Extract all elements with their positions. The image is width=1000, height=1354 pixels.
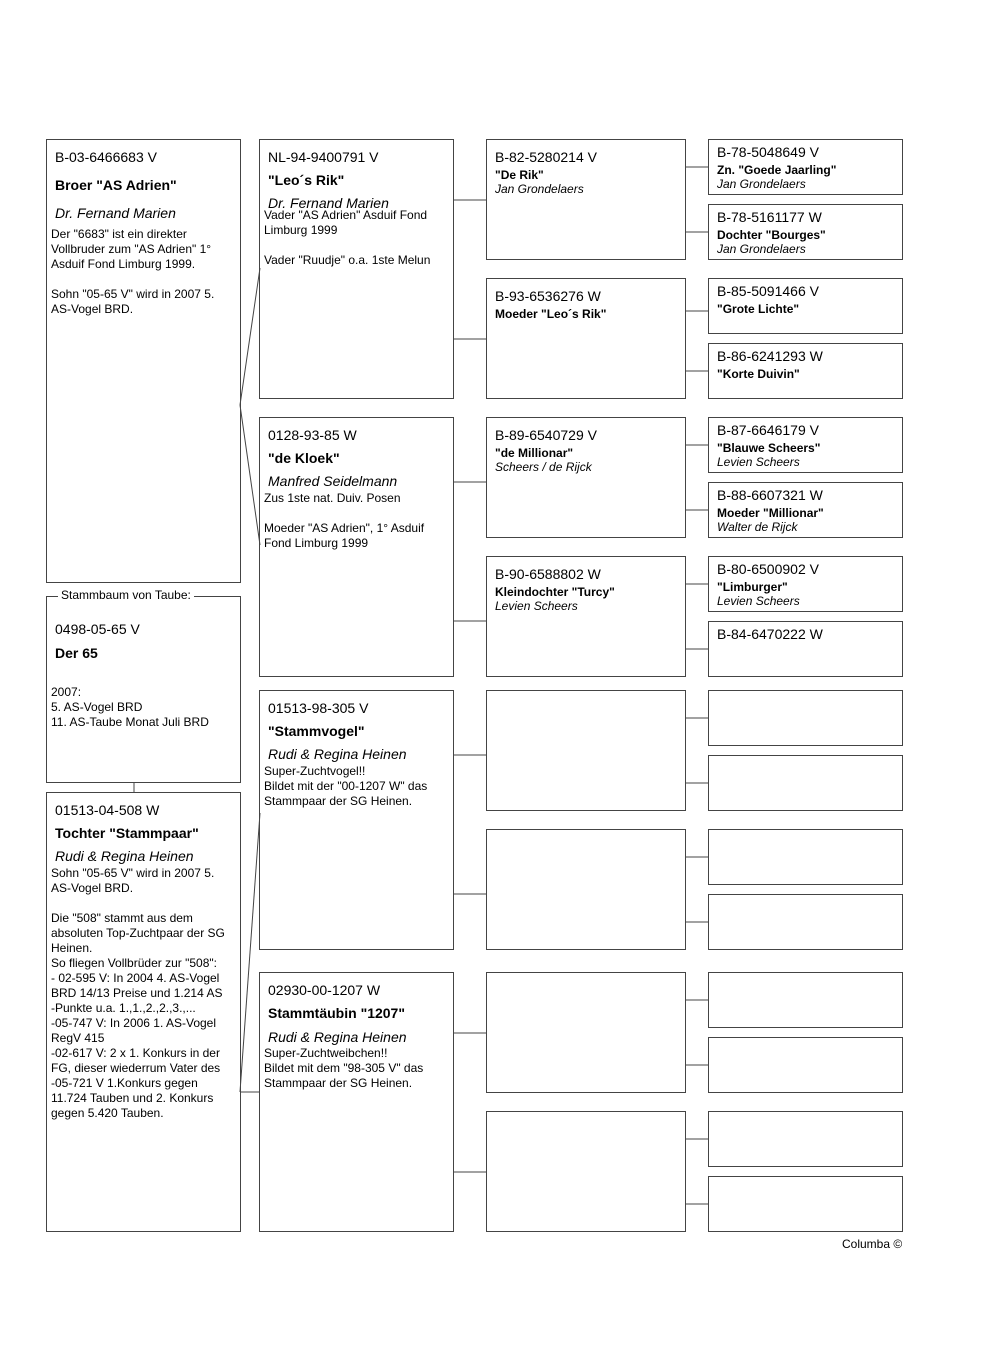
parent-owner: Rudi & Regina Heinen [268,1029,407,1045]
subject-name: Der 65 [55,645,98,661]
grandparent-card-empty [486,829,686,950]
footer-credit: Columba © [842,1237,903,1251]
great-grandparent-reg: B-86-6241293 W [717,348,823,364]
great-grandparent-reg: B-84-6470222 W [717,626,823,642]
great-grandparent-card-empty [708,829,903,885]
great-grandparent-reg: B-80-6500902 V [717,561,819,577]
great-grandparent-card-empty [708,690,903,746]
great-grandparent-owner: Levien Scheers [717,455,800,469]
grandparent-card-empty [486,972,686,1093]
great-grandparent-card-empty [708,1176,903,1232]
grandparent-name: Kleindochter "Turcy" [495,585,615,599]
grandparent-reg: B-93-6536276 W [495,288,601,304]
grandparent-name: Moeder "Leo´s Rik" [495,307,607,321]
subject-reg: 0498-05-65 V [55,621,140,637]
grandparent-card-empty [486,1111,686,1232]
grandparent-reg: B-89-6540729 V [495,427,597,443]
great-grandparent-name: Moeder "Millionar" [717,506,824,520]
great-grandparent-owner: Walter de Rijck [717,520,798,534]
great-grandparent-reg: B-87-6646179 V [717,422,819,438]
grandparent-name: "De Rik" [495,168,544,182]
grandparent-owner: Scheers / de Rijck [495,460,592,474]
great-grandparent-owner: Jan Grondelaers [717,242,806,256]
parent-notes: Super-Zuchtweibchen!! Bildet mit dem "98-305 V" das Stammpaar der SG Heinen. [264,1046,424,1090]
parent-owner: Manfred Seidelmann [268,473,398,489]
great-grandparent-name: "Limburger" [717,580,788,594]
parent-reg: 02930-00-1207 W [268,982,381,998]
great-grandparent-reg: B-78-5048649 V [717,144,819,160]
great-grandparent-reg: B-85-5091466 V [717,283,819,299]
sibling-top-owner: Dr. Fernand Marien [55,205,176,221]
parent-name: "de Kloek" [268,450,340,466]
sibling-top-notes: Der "6683" ist ein direkter Vollbruder zum "AS Adrien" 1° Asduif Fond Limburg 1999. Sohn "05-65 V" wird in 2007 5. AS-Vogel BRD. [51,227,215,316]
parent-reg: NL-94-9400791 V [268,149,379,165]
parent-notes: Vader "AS Adrien" Asduif Fond Limburg 1999 Vader "Ruudje" o.a. 1ste Melun [264,208,431,267]
parent-name: Stammtäubin "1207" [268,1005,405,1021]
great-grandparent-owner: Levien Scheers [717,594,800,608]
great-grandparent-card-empty [708,972,903,1028]
great-grandparent-card-empty [708,894,903,950]
great-grandparent-name: "Blauwe Scheers" [717,441,821,455]
grandparent-owner: Jan Grondelaers [495,182,584,196]
parent-reg: 01513-98-305 V [268,700,369,716]
sibling-top-reg: B-03-6466683 V [55,149,157,165]
parent-reg: 0128-93-85 W [268,427,357,443]
sibling-top-name: Broer "AS Adrien" [55,177,177,193]
great-grandparent-name: "Korte Duivin" [717,367,800,381]
parent-name: "Leo´s Rik" [268,172,345,188]
parent-notes: Zus 1ste nat. Duiv. Posen Moeder "AS Adrien", 1° Asduif Fond Limburg 1999 [264,491,425,550]
great-grandparent-reg: B-88-6607321 W [717,487,823,503]
parent-owner: Dr. Fernand Marien [268,195,389,211]
great-grandparent-name: "Grote Lichte" [717,302,800,316]
great-grandparent-owner: Jan Grondelaers [717,177,806,191]
grandparent-reg: B-90-6588802 W [495,566,601,582]
grandparent-card-empty [486,690,686,811]
subject-notes: 2007: 5. AS-Vogel BRD 11. AS-Taube Monat Juli BRD [51,685,209,729]
great-grandparent-card-empty [708,1037,903,1093]
parent-name: "Stammvogel" [268,723,365,739]
parent-notes: Super-Zuchtvogel!! Bildet mit der "00-1207 W" das Stammpaar der SG Heinen. [264,764,428,808]
grandparent-name: "de Millionar" [495,446,574,460]
great-grandparent-name: Zn. "Goede Jaarling" [717,163,837,177]
great-grandparent-reg: B-78-5161177 W [717,209,822,225]
pedigree-of-label: Stammbaum von Taube: [58,588,194,602]
grandparent-owner: Levien Scheers [495,599,578,613]
great-grandparent-card-empty [708,755,903,811]
great-grandparent-card-empty [708,1111,903,1167]
sibling-bottom-reg: 01513-04-508 W [55,802,160,818]
sibling-bottom-owner: Rudi & Regina Heinen [55,848,194,864]
grandparent-reg: B-82-5280214 V [495,149,597,165]
sibling-bottom-name: Tochter "Stammpaar" [55,825,199,841]
sibling-bottom-notes: Sohn "05-65 V" wird in 2007 5. AS-Vogel BRD. Die "508" stammt aus dem absoluten Top-Zuchtpaar der SG Heinen. So fliegen Vollbrüder zur "508": - 02-595 V: In 2004 4. AS-Vogel BRD 14/13 Preise und 1.214 AS -Punkte u.a. 1.,1.,2.,2.,3.,... -05-747 V: In 2006 1. AS-Vogel RegV 415 -02-617 V: 2 x 1. Konkurs in der FG, dieser wiederrum Vater des -05-721 V 1.Konkurs gegen 11.724 Tauben und 2. Konkurs gegen 5.420 Tauben. [51,866,225,1120]
great-grandparent-name: Dochter "Bourges" [717,228,826,242]
parent-owner: Rudi & Regina Heinen [268,746,407,762]
